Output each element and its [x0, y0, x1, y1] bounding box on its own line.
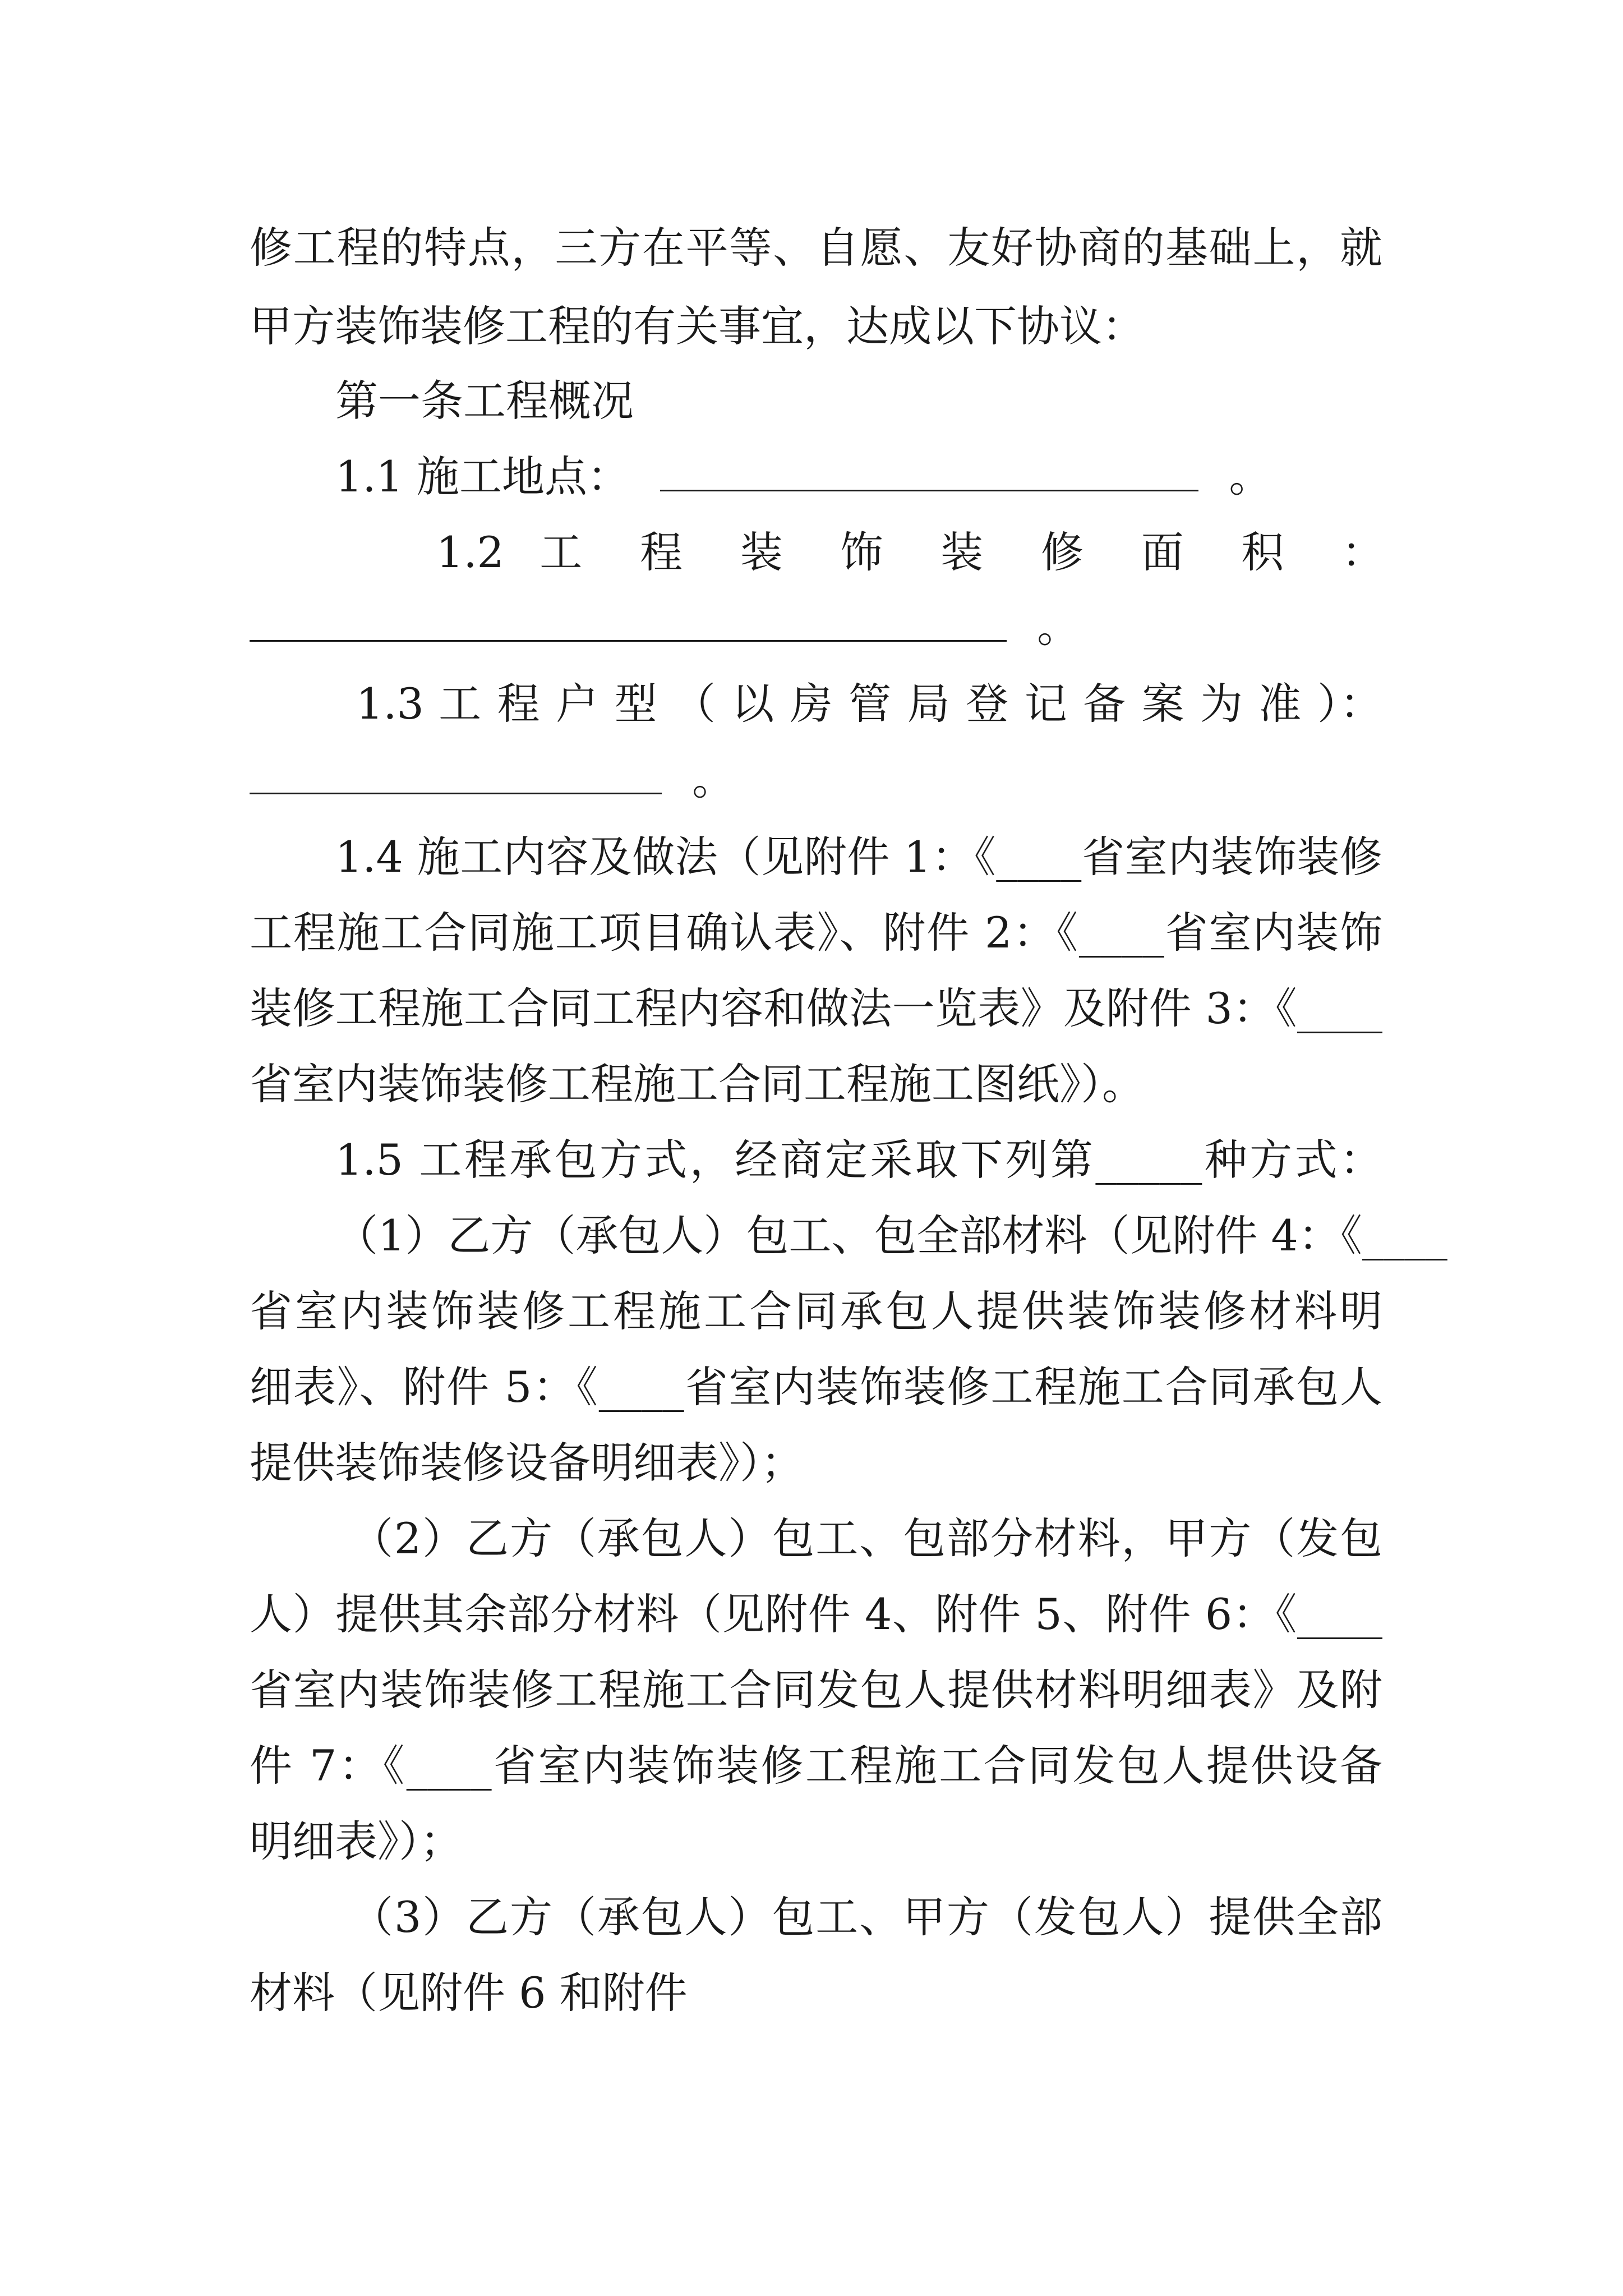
- item-1-3-label: 1.3 工 程 户 型 （ 以 房 管 局 登 记 备 案 为 准 ）：: [356, 679, 1382, 729]
- option-2-line-2: 人）提供其余部分材料（见附件 4、附件 5、附件 6：《____: [250, 1589, 1382, 1639]
- option-2-line-1: （2）乙方（承包人）包工、包部分材料，甲方（发包: [351, 1513, 1382, 1563]
- item-1-4-line-1: 1.4 施工内容及做法（见附件 1：《____省室内装饰装修: [335, 832, 1382, 882]
- option-1-line-2: 省室内装饰装修工程施工合同承包人提供装饰装修材料明: [250, 1286, 1382, 1336]
- item-1-4-line-4: 省室内装饰装修工程施工合同工程施工图纸》）。: [250, 1059, 1145, 1109]
- item-1-2-end: 。: [1037, 602, 1080, 652]
- house-type-blank: [250, 753, 662, 794]
- item-1-1-label: 1.1 施工地点：: [335, 452, 630, 501]
- intro-line-2: 甲方装饰装修工程的有关事宜，达成以下协议：: [250, 301, 1145, 351]
- option-1-line-3: 细表》、附件 5：《____省室内装饰装修工程施工合同承包人: [250, 1362, 1382, 1412]
- option-2-line-5: 明细表》）；: [250, 1816, 463, 1866]
- option-2-line-4: 件 7：《____省室内装饰装修工程施工合同发包人提供设备: [250, 1741, 1382, 1791]
- item-1-1: [335, 449, 1378, 505]
- item-1-4-line-2: 工程施工合同施工项目确认表》、附件 2：《____省室内装饰: [250, 908, 1382, 958]
- option-1-line-1: （1）乙方（承包人）包工、包全部材料（见附件 4：《____: [335, 1211, 1447, 1260]
- intro-line-1: 修工程的特点，三方在平等、自愿、友好协商的基础上，就: [250, 223, 1382, 273]
- option-3-line-2: 材料（见附件 6 和附件: [250, 1968, 688, 2018]
- decoration-area-blank: [250, 601, 1007, 642]
- item-1-2-label: 1.2 工 程 装 饰 装 修 面 积 ：: [436, 527, 1384, 577]
- item-1-1-end: 。: [1229, 452, 1272, 501]
- article-1-heading: 第一条工程概况: [335, 376, 634, 426]
- item-1-3-end: 。: [692, 754, 735, 804]
- option-2-line-3: 省室内装饰装修工程施工合同发包人提供材料明细表》及附: [250, 1665, 1382, 1715]
- item-1-2-blank-line: [250, 599, 1382, 655]
- option-1-line-4: 提供装饰装修设备明细表》）；: [250, 1438, 804, 1488]
- site-location-blank: [660, 450, 1198, 491]
- option-3-line-1: （3）乙方（承包人）包工、甲方（发包人）提供全部: [351, 1892, 1382, 1942]
- item-1-5-line-1: 1.5 工程承包方式，经商定采取下列第_____种方式：: [335, 1135, 1382, 1185]
- item-1-4-line-3: 装修工程施工合同工程内容和做法一览表》及附件 3：《____: [250, 983, 1382, 1033]
- item-1-3-blank-line: [250, 752, 1382, 808]
